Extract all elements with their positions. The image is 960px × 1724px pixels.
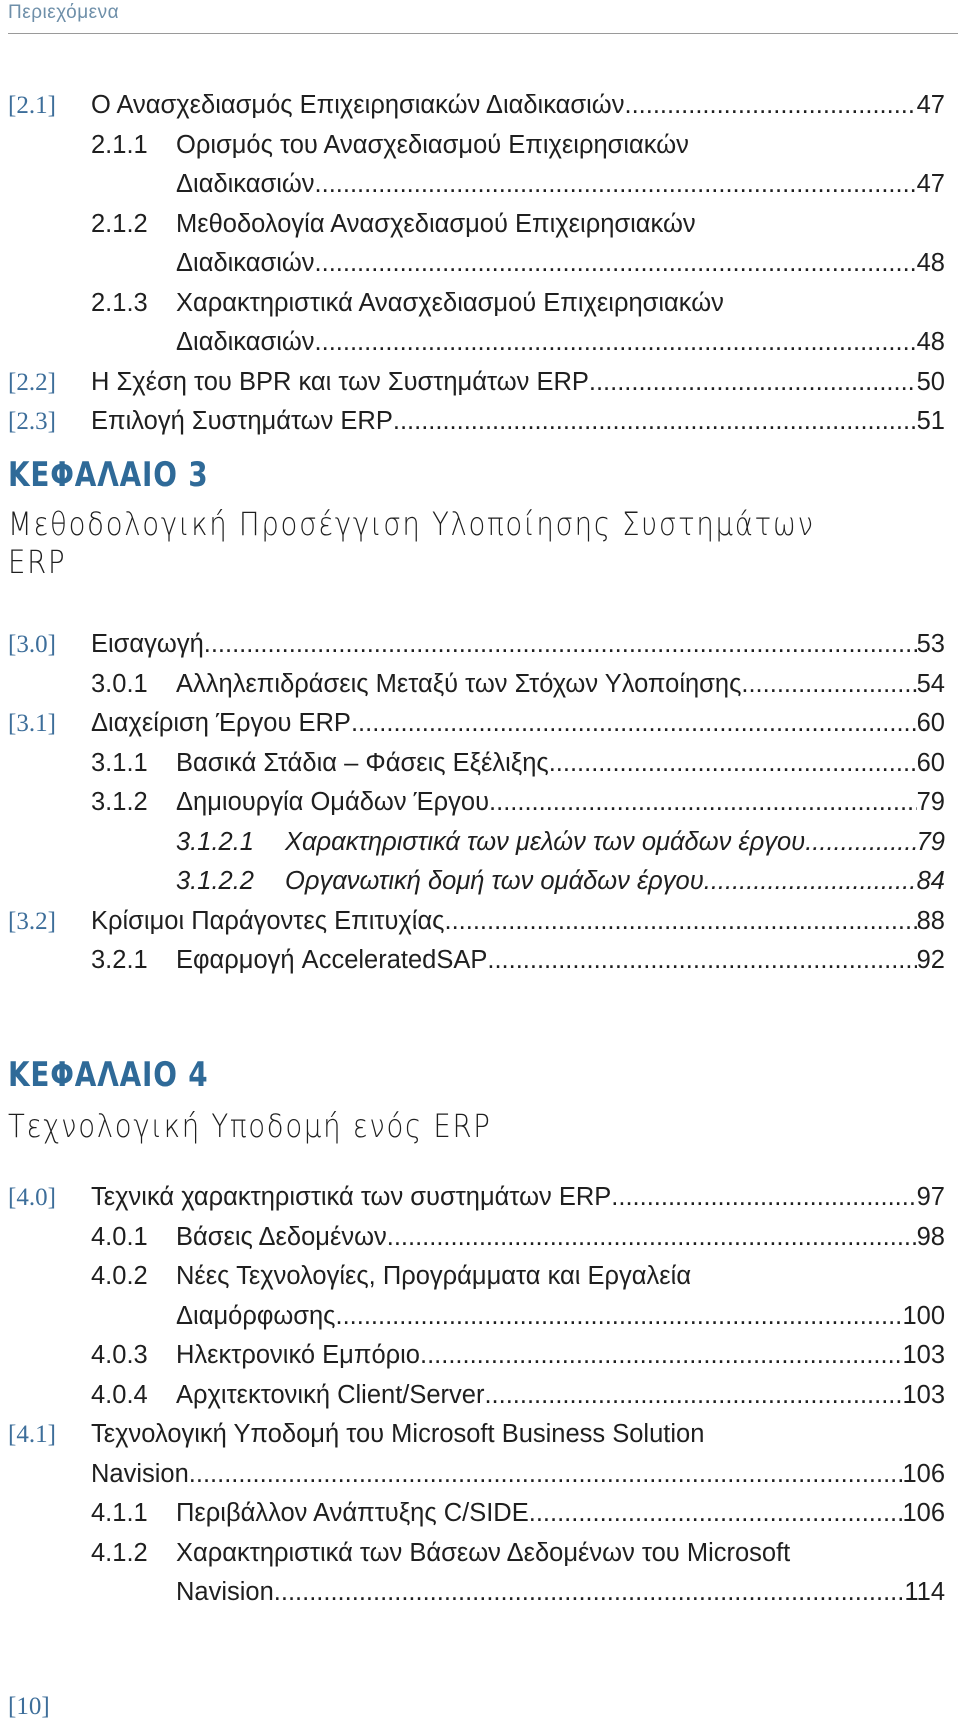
toc-entry-line bbox=[176, 284, 945, 324]
dot-leader bbox=[204, 625, 917, 665]
toc-entry-page: 114 bbox=[904, 1578, 945, 1606]
toc-entry bbox=[0, 1415, 960, 1455]
page-number: [10] bbox=[8, 1693, 50, 1720]
chapter-title: Μεθοδολογική Προσέγγιση Υλοποίησης Συστημάτων ERP bbox=[8, 505, 815, 581]
toc-entry-line bbox=[285, 862, 945, 902]
toc-entry-page: 106 bbox=[902, 1499, 945, 1527]
toc-entry-line bbox=[91, 363, 945, 403]
toc-entry-page: 53 bbox=[916, 630, 945, 658]
toc-entry-title: Ο Ανασχεδιασμός Επιχειρησιακών Διαδικασιών bbox=[91, 91, 625, 119]
toc-entry bbox=[0, 1534, 960, 1574]
toc-entry-continuation bbox=[0, 1455, 960, 1495]
toc-entry bbox=[0, 625, 960, 665]
dot-leader bbox=[805, 823, 916, 863]
toc-entry-number: [3.2] bbox=[8, 907, 56, 935]
toc-entry-title: Βάσεις Δεδομένων bbox=[176, 1222, 387, 1251]
toc-entry-line bbox=[176, 1494, 945, 1534]
toc-entry-line bbox=[91, 1455, 945, 1495]
toc-entry-title-continued: Διαμόρφωσης bbox=[176, 1301, 336, 1330]
toc-entry-number: 4.0.1 bbox=[91, 1222, 148, 1251]
toc-entry-number: 4.0.3 bbox=[91, 1341, 148, 1369]
toc-entry-line bbox=[91, 402, 945, 442]
toc-entry-line bbox=[285, 823, 945, 863]
toc-entry-number: [3.1] bbox=[8, 710, 56, 737]
toc-entry-title: Τεχνικά χαρακτηριστικά των συστημάτων ERP bbox=[91, 1183, 612, 1211]
toc-entry bbox=[0, 363, 960, 403]
dot-leader bbox=[393, 402, 917, 442]
toc-entry-line bbox=[91, 1415, 945, 1455]
toc-entry-line bbox=[176, 244, 945, 284]
toc-entry-title: Χαρακτηριστικά Ανασχεδιασμού Επιχειρησιακών bbox=[176, 288, 724, 317]
toc-entry bbox=[0, 284, 960, 324]
toc-entry-title: Περιβάλλον Ανάπτυξης C/SIDE bbox=[176, 1499, 529, 1527]
toc-entry-continuation bbox=[0, 323, 960, 363]
toc-entry-title: Η Σχέση του BPR και των Συστημάτων ERP bbox=[91, 367, 589, 396]
toc-entry-line bbox=[176, 1297, 945, 1337]
toc-entry-page: 84 bbox=[916, 867, 945, 895]
toc-entry-number: [2.2] bbox=[8, 368, 56, 396]
toc-entry-number: 3.2.1 bbox=[91, 946, 148, 974]
toc-section-chapter2 bbox=[0, 86, 960, 442]
dot-leader bbox=[315, 244, 917, 284]
toc-entry-page: 47 bbox=[916, 170, 945, 198]
dot-leader bbox=[351, 704, 917, 744]
dot-leader bbox=[611, 1178, 916, 1218]
toc-entry-line bbox=[91, 1178, 945, 1218]
toc-entry-title: Εισαγωγή bbox=[91, 630, 204, 658]
toc-entry-line bbox=[176, 941, 945, 981]
toc-entry bbox=[0, 402, 960, 442]
toc-entry-line bbox=[176, 165, 945, 205]
toc-entry-line bbox=[176, 1218, 945, 1258]
toc-entry-line bbox=[91, 86, 945, 126]
toc-entry-continuation bbox=[0, 165, 960, 205]
chapter-label: ΚΕΦΑΛΑΙΟ 3 bbox=[8, 455, 209, 495]
toc-entry-line bbox=[176, 1573, 945, 1613]
toc-entry-number: 3.1.2.2 bbox=[176, 867, 254, 895]
toc-entry-page: 79 bbox=[916, 788, 945, 816]
toc-entry-page: 54 bbox=[916, 669, 945, 698]
toc-entry bbox=[0, 1257, 960, 1297]
toc-entry-number: [2.3] bbox=[8, 408, 56, 435]
dot-leader bbox=[489, 783, 917, 823]
toc-entry-page: 98 bbox=[916, 1222, 945, 1251]
toc-entry-page: 51 bbox=[916, 407, 945, 435]
toc-entry-title: Διαχείριση Έργου ERP bbox=[91, 709, 351, 737]
toc-entry-continuation bbox=[0, 1573, 960, 1613]
dot-leader bbox=[529, 1494, 903, 1534]
dot-leader bbox=[315, 323, 917, 363]
toc-entry-page: 60 bbox=[916, 748, 945, 777]
toc-entry-title: Οργανωτική δομή των ομάδων έργου bbox=[285, 867, 704, 895]
toc-entry-title-continued: Διαδικασιών bbox=[176, 328, 315, 356]
dot-leader bbox=[274, 1573, 905, 1613]
dot-leader bbox=[549, 744, 917, 784]
dot-leader bbox=[741, 665, 916, 705]
dot-leader bbox=[315, 165, 917, 205]
toc-entry-line bbox=[176, 1376, 945, 1416]
toc-entry-title-continued: Διαδικασιών bbox=[176, 170, 315, 198]
chapter-title: Τεχνολογική Υποδομή ενός ERP bbox=[8, 1107, 492, 1145]
toc-entry-page: 92 bbox=[916, 946, 945, 974]
toc-entry-title-continued: Navision bbox=[91, 1459, 189, 1488]
toc-entry-number: [4.0] bbox=[8, 1184, 56, 1211]
toc-entry bbox=[0, 86, 960, 126]
toc-entry-title: Χαρακτηριστικά των Βάσεων Δεδομένων του Microsoft bbox=[176, 1538, 791, 1567]
running-header: Περιεχόμενα bbox=[8, 2, 120, 23]
toc-entry-page: 103 bbox=[902, 1380, 945, 1409]
toc-entry-number: 3.0.1 bbox=[91, 669, 148, 698]
toc-entry-page: 50 bbox=[916, 367, 945, 396]
toc-entry-page: 88 bbox=[916, 906, 945, 935]
toc-entry-page: 60 bbox=[916, 709, 945, 737]
toc-entry-number: 4.0.4 bbox=[91, 1380, 148, 1409]
toc-entry-number: [2.1] bbox=[8, 92, 56, 119]
toc-entry-line bbox=[176, 783, 945, 823]
toc-entry-title-continued: Navision bbox=[176, 1578, 274, 1606]
dot-leader bbox=[444, 902, 916, 942]
toc-entry-title: Ορισμός του Ανασχεδιασμού Επιχειρησιακών bbox=[176, 130, 689, 159]
toc-entry-title: Βασικά Στάδια – Φάσεις Εξέλιξης bbox=[176, 748, 549, 777]
toc-entry-title: Αρχιτεκτονική Client/Server bbox=[176, 1380, 485, 1409]
toc-entry-number: 4.1.2 bbox=[91, 1538, 148, 1567]
toc-entry-page: 106 bbox=[902, 1459, 945, 1488]
dot-leader bbox=[624, 86, 916, 126]
toc-entry-line bbox=[176, 1534, 945, 1574]
toc-entry bbox=[0, 862, 960, 902]
toc-entry-page: 100 bbox=[902, 1301, 945, 1330]
toc-entry-title: Δημιουργία Ομάδων Έργου bbox=[176, 788, 490, 816]
toc-entry bbox=[0, 783, 960, 823]
toc-entry-page: 103 bbox=[902, 1341, 945, 1369]
dot-leader bbox=[387, 1218, 917, 1258]
toc-entry-number: 3.1.2 bbox=[91, 788, 148, 816]
toc-entry bbox=[0, 1494, 960, 1534]
dot-leader bbox=[335, 1297, 902, 1337]
toc-entry-number: [4.1] bbox=[8, 1421, 56, 1448]
toc-entry bbox=[0, 205, 960, 245]
toc-entry bbox=[0, 665, 960, 705]
dot-leader bbox=[487, 941, 916, 981]
toc-entry bbox=[0, 941, 960, 981]
dot-leader bbox=[484, 1376, 902, 1416]
dot-leader bbox=[420, 1336, 902, 1376]
dot-leader bbox=[589, 363, 917, 403]
toc-entry-number: [3.0] bbox=[8, 631, 56, 658]
toc-entry-continuation bbox=[0, 244, 960, 284]
toc-entry bbox=[0, 126, 960, 166]
toc-entry-line bbox=[176, 205, 945, 245]
toc-entry-title-continued: Διαδικασιών bbox=[176, 249, 315, 277]
toc-entry-page: 47 bbox=[916, 91, 945, 119]
header-rule bbox=[8, 33, 958, 34]
toc-entry-number: 2.1.3 bbox=[91, 288, 148, 317]
toc-entry-page: 79 bbox=[916, 827, 945, 856]
toc-entry-title: Νέες Τεχνολογίες, Προγράμματα και Εργαλεία bbox=[176, 1262, 692, 1290]
toc-entry-line bbox=[176, 744, 945, 784]
toc-entry-page: 48 bbox=[916, 328, 945, 356]
toc-entry-number: 3.1.2.1 bbox=[176, 827, 254, 856]
toc-entry-line bbox=[91, 704, 945, 744]
toc-entry-line bbox=[176, 665, 945, 705]
toc-entry-title: Τεχνολογική Υποδομή του Microsoft Business Solution bbox=[91, 1420, 705, 1448]
toc-entry-title: Μεθοδολογία Ανασχεδιασμού Επιχειρησιακών bbox=[176, 209, 696, 238]
toc-entry-number: 4.1.1 bbox=[91, 1499, 148, 1527]
toc-entry-title: Ηλεκτρονικό Εμπόριο bbox=[176, 1341, 420, 1369]
toc-entry-page: 97 bbox=[916, 1183, 945, 1211]
toc-entry-line bbox=[176, 323, 945, 363]
toc-entry-number: 2.1.2 bbox=[91, 209, 148, 238]
toc-entry-title: Αλληλεπιδράσεις Μεταξύ των Στόχων Υλοποίησης bbox=[176, 669, 742, 698]
toc-entry-line bbox=[176, 126, 945, 166]
toc-entry-continuation bbox=[0, 1297, 960, 1337]
toc-entry bbox=[0, 1376, 960, 1416]
toc-entry bbox=[0, 744, 960, 784]
toc-section-chapter4 bbox=[0, 1178, 960, 1613]
toc-entry-number: 2.1.1 bbox=[91, 130, 148, 159]
toc-entry-line bbox=[91, 902, 945, 942]
toc-entry-title: Επιλογή Συστημάτων ERP bbox=[91, 407, 393, 435]
toc-entry-title: Κρίσιμοι Παράγοντες Επιτυχίας bbox=[91, 906, 445, 935]
toc-entry-title: Χαρακτηριστικά των μελών των ομάδων έργου bbox=[285, 827, 806, 856]
toc-entry bbox=[0, 902, 960, 942]
toc-entry bbox=[0, 823, 960, 863]
toc-entry-line bbox=[176, 1336, 945, 1376]
dot-leader bbox=[189, 1455, 903, 1495]
toc-entry bbox=[0, 1218, 960, 1258]
toc-entry-number: 4.0.2 bbox=[91, 1262, 148, 1290]
toc-entry bbox=[0, 704, 960, 744]
toc-section-chapter3 bbox=[0, 625, 960, 981]
toc-entry-number: 3.1.1 bbox=[91, 748, 148, 777]
toc-entry-line bbox=[176, 1257, 945, 1297]
toc-entry-page: 48 bbox=[916, 249, 945, 277]
toc-entry-line bbox=[91, 625, 945, 665]
toc-entry bbox=[0, 1336, 960, 1376]
toc-entry-title: Εφαρμογή AcceleratedSAP bbox=[176, 946, 488, 974]
toc-entry bbox=[0, 1178, 960, 1218]
chapter-label: ΚΕΦΑΛΑΙΟ 4 bbox=[8, 1055, 209, 1095]
dot-leader bbox=[704, 862, 917, 902]
